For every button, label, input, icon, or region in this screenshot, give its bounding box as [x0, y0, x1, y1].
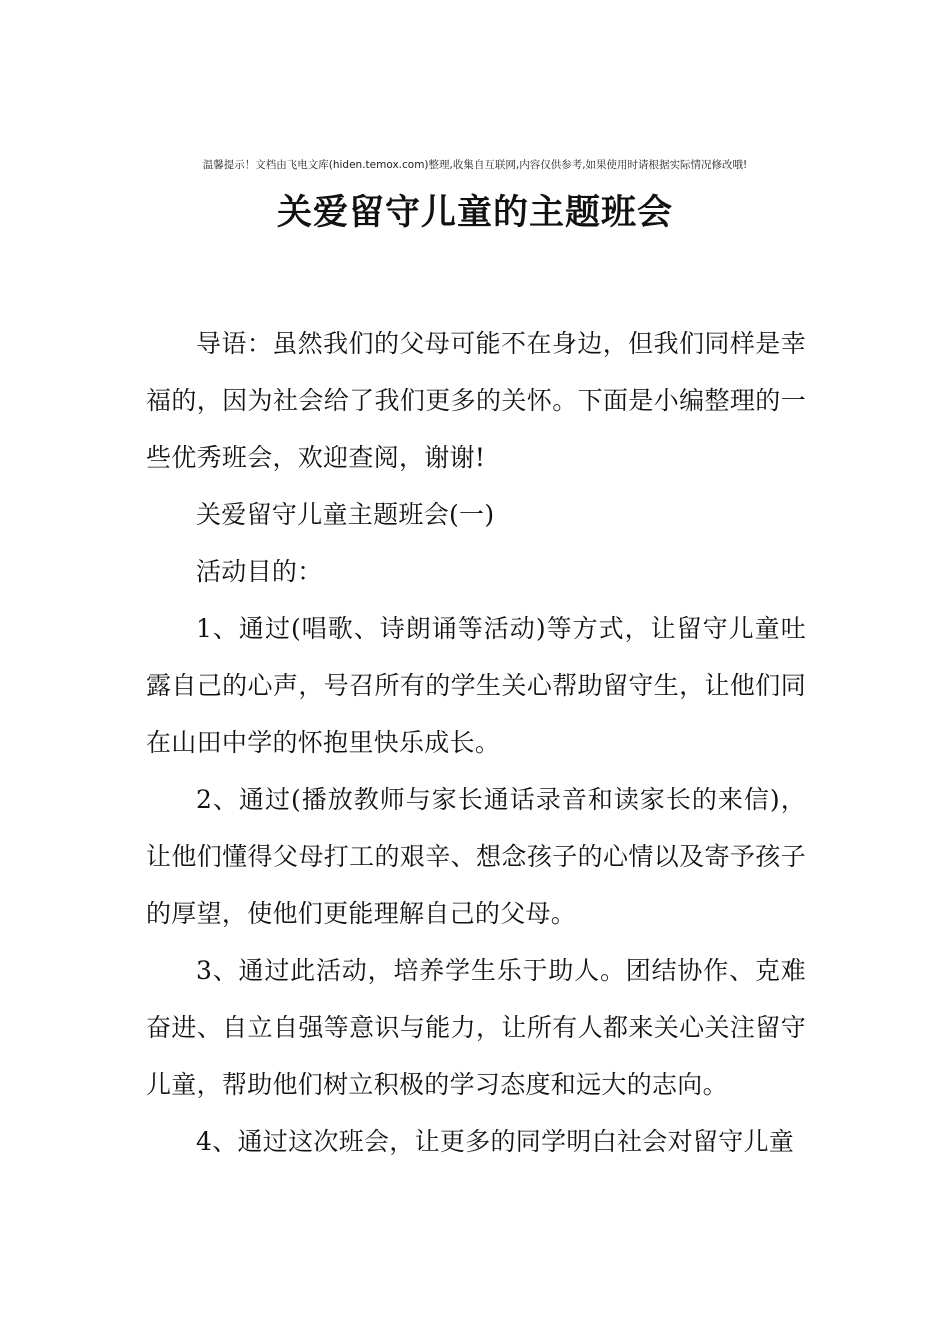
- document-body: [146, 315, 806, 1170]
- section-heading: 关爱留守儿童主题班会(一): [196, 500, 495, 529]
- purpose-item-3: 3、通过此活动，培养学生乐于助人。团结协作、克难奋进、自立自强等意识与能力，让所有人都来关心关注留守儿童，帮助他们树立积极的学习态度和远大的志向。: [146, 956, 806, 1099]
- activity-purpose-label: 活动目的：: [196, 557, 323, 586]
- intro-paragraph: 导语：虽然我们的父母可能不在身边，但我们同样是幸福的，因为社会给了我们更多的关怀。下面是小编整理的一些优秀班会，欢迎查阅，谢谢!: [146, 329, 806, 472]
- purpose-item-4: 4、通过这次班会，让更多的同学明白社会对留守儿童: [196, 1127, 795, 1156]
- document-title: 关爱留守儿童的主题班会: [276, 192, 673, 233]
- purpose-item-2: 2、通过(播放教师与家长通话录音和读家长的来信)，让他们懂得父母打工的艰辛、想念孩子的心情以及寄予孩子的厚望，使他们更能理解自己的父母。: [146, 785, 806, 928]
- header-notice: 温馨提示！文档由飞电文库(hiden.temox.com)整理,收集自互联网,内容仅供参考,如果使用时请根据实际情况修改哦!: [202, 159, 748, 171]
- purpose-item-1: 1、通过(唱歌、诗朗诵等活动)等方式，让留守儿童吐露自己的心声，号召所有的学生关心帮助留守生，让他们同在山田中学的怀抱里快乐成长。: [146, 614, 806, 757]
